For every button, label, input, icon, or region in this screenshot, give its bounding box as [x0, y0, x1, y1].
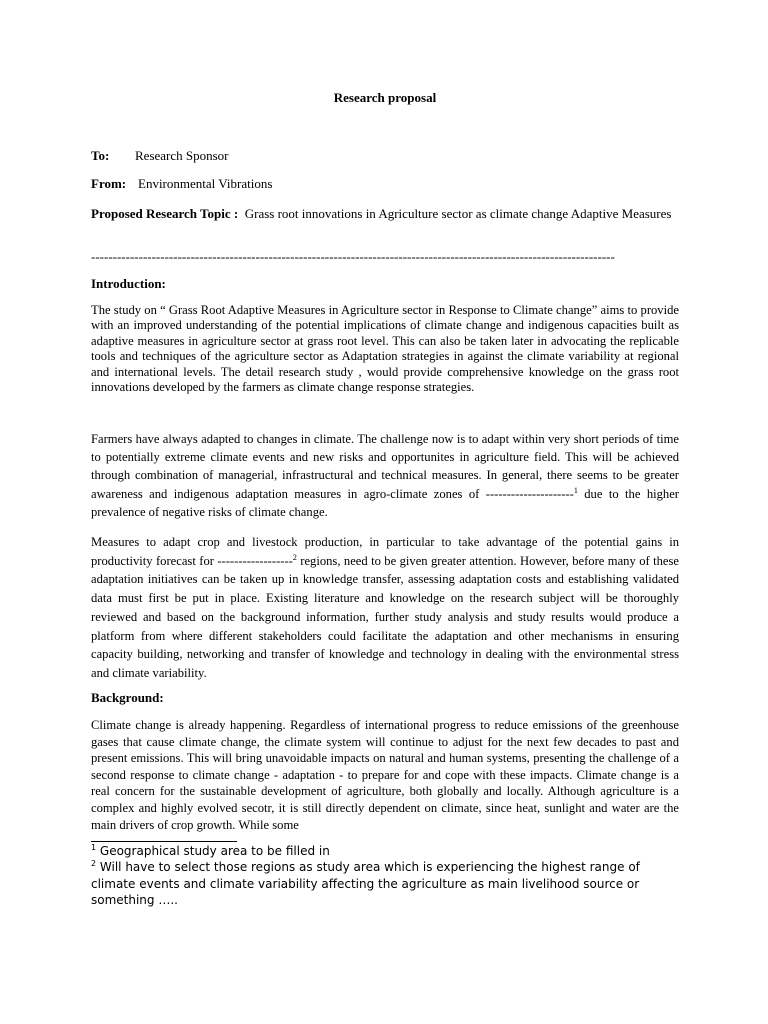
topic-value: Grass root innovations in Agriculture sector as climate change Adaptive Measures	[244, 206, 672, 221]
footnote-ref-1: 1	[573, 485, 578, 495]
topic-label: Proposed Research Topic :	[91, 206, 239, 221]
paragraph-3-text-a: Measures to adapt crop and livestock production, in particular to take advantage of the potential gains in productivity forecast for ------------------	[91, 535, 679, 568]
introduction-paragraph-2	[91, 430, 679, 521]
footnote-1-mark: 1	[91, 843, 97, 852]
from-value: Environmental Vibrations	[138, 176, 273, 191]
footnote-2-mark: 2	[91, 859, 97, 868]
footnote-1-text: Geographical study area to be filled in	[96, 844, 330, 858]
background-heading: Background:	[91, 690, 164, 705]
footnote-ref-2: 2	[292, 552, 297, 562]
paragraph-2-text-a: Farmers have always adapted to changes in climate. The challenge now is to adapt within very short periods of time to potentially extreme climate events and new risks and opportunites in agriculture field. This will be achieved through combination of managerial, infrastructural and technical measures. In general, there seems to be greater awareness and indigenous adaptation measures in agro-climate zones of ---------------------	[91, 432, 679, 501]
footnote-1	[91, 843, 681, 860]
to-label: To:	[91, 148, 110, 163]
topic-line	[91, 206, 679, 222]
footnote-2	[91, 859, 681, 909]
footnote-divider	[91, 841, 237, 842]
background-paragraph-1: Climate change is already happening. Regardless of international progress to reduce emissions of the greenhouse gases that cause climate change, the climate system will continue to adjust for the next few decades to past and present emissions. This will bring unavoidable impacts on natural and human systems, presenting the challenge of a second response to climate change - adaptation - to prepare for and cope with these impacts. Climate change is a real concern for the sustainable development of agriculture, both globally and locally. Although agriculture is a complex and highly evolved secotr, it is still directly dependent on climate, since heat, sunlight and water are the main drivers of crop growth. While some	[91, 718, 679, 832]
to-value: Research Sponsor	[135, 148, 229, 163]
paragraph-2-text-b: due to the higher prevalence of negative risks of climate change.	[91, 486, 679, 519]
from-label: From:	[91, 176, 127, 191]
from-line	[91, 176, 273, 192]
introduction-paragraph-3	[91, 533, 679, 683]
document-title: Research proposal	[333, 90, 437, 105]
introduction-paragraph-1: The study on “ Grass Root Adaptive Measures in Agriculture sector in Response to Climate change” aims to provide with an improved understanding of the potential implications of climate change and indigenous capacities built as adaptive measures in agriculture sector at grass root level. This can also be taken later in advocating the replicable tools and techniques of the agriculture sector as Adaptation strategies in against the climate variability at regional and international levels. The detail research study , would provide comprehensive knowledge on the grass root innovations developed by the farmers as climate change response strategies.	[91, 303, 679, 395]
paragraph-3-text-b: regions, need to be given greater attention. However, before many of these adaptation initiatives can be taken up in knowledge transfer, assessing adaptation costs and establishing validated data must first be put in place. Existing literature and knowledge on the research subject will be thoroughly reviewed and based on the background information, further study analysis and study results would produce a platform from where different stakeholders could facilitate the adaptation and other mechanisms in ensuring capacity building, networking and transfer of knowledge and technology in dealing with the environmental stress and climate variability.	[91, 553, 679, 680]
to-line	[91, 148, 229, 164]
footnote-2-text: Will have to select those regions as study area which is experiencing the highest range of climate events and climate variability affecting the agriculture as main livelihood source or something …..	[91, 860, 640, 907]
separator-line: -------------------------------------------------------------------------------------------------------------------------	[91, 250, 615, 264]
introduction-heading: Introduction:	[91, 276, 166, 291]
